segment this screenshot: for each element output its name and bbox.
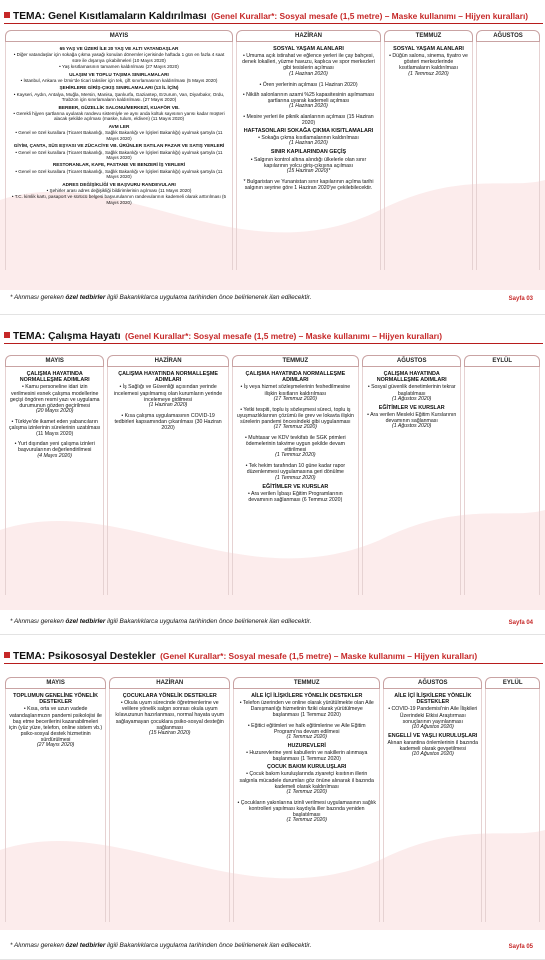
column-body: [109, 689, 230, 922]
item-text: • Genel ve özel kurallara (Ticaret Bakanlığı, Sağlık Bakanlığı ve İçişleri Bakanlığı) uyulmak şartıyla (11 Mayıs 2020): [15, 130, 223, 141]
page-number: Sayfa 04: [508, 620, 533, 626]
timeline-columns: [5, 30, 540, 270]
column-mayis: [5, 30, 233, 270]
category-heading: EĞİTİMLER VE KURSLAR: [378, 404, 445, 411]
category-heading: ÇALIŞMA HAYATINDA NORMALLEŞME ADIMLARI: [245, 371, 346, 384]
item-text: • İş veya hizmet sözleşmelerinin feshedilmesine ilişkin kısıtların kaldırılması: [240, 384, 351, 397]
category-heading: ÇOCUKLARA YÖNELİK DESTEKLER: [122, 693, 217, 699]
item-text: • Muhtasar ve KDV tevkifatı ile SGK primleri ödemelerinin takvime uygun şekilde devam ettirilmesi: [245, 434, 346, 454]
category-heading: ULAŞIM VE TOPLU TAŞIMA SINIRLAMALARI: [69, 71, 169, 77]
date-label: (1 Haziran 2020): [289, 102, 328, 109]
item-text: • Tek hekim tarafından 10 güne kadar rapor düzenlenmesi uygulamasına geri dönülme: [245, 463, 346, 476]
item-text: • Kısa çalışma uygulamasının COVID-19 tedbirleri kapsamından çıkarılması (30 Haziran 2020): [114, 412, 222, 431]
column-haziran: [109, 677, 230, 922]
date-label: (17 Temmuz 2020): [273, 424, 318, 430]
column-body: [383, 689, 482, 922]
category-heading: EĞİTİMLER VE KURSLAR: [262, 483, 329, 490]
category-heading: ÇOCUK BAKIM KURULUŞLARI: [267, 764, 347, 771]
item-text: • Huzurevlerine yeni kabullerin ve nakillerin alınmaya başlanması (1 Temmuz 2020): [246, 750, 368, 763]
item-text: • Salgının kontrol altına alındığı ülkelerle olan sınır kapılarının yolcu giriş-çıkışına açılması: [250, 156, 367, 169]
column-body: [464, 367, 540, 595]
slide-psikososyal-destekler: [0, 640, 545, 960]
date-label: (1 Haziran 2020): [289, 70, 328, 77]
date-label: (27 Mayıs 2020): [36, 742, 75, 749]
bullet-square-icon: [4, 652, 10, 658]
item-text: • Umuma açık istirahat ve eğlence yerleri ile çay bahçesi, denek lokalleri, yüzme havuzu, kaplıca ve spor merkezleri gibi tesislerin açılması: [242, 53, 375, 72]
spacer: [237, 719, 376, 722]
general-rules: (Genel Kurallar*: Sosyal mesafe (1,5 metre) – Maske kullanımı – Hijyen kuralları): [125, 331, 443, 341]
item-text: • Yurt dışından yeni çalışma izinleri başvurularının değerlendirilmesi: [14, 441, 95, 454]
date-label: (17 Temmuz 2020): [273, 395, 318, 402]
column-eylul: [485, 677, 540, 922]
column-header: HAZİRAN: [109, 677, 230, 689]
category-heading: BERBER, GÜZELLİK SALONU/MERKEZİ, KUAFÖR VB.: [58, 104, 180, 110]
category-heading: ÇALIŞMA HAYATINDA NORMALLEŞME ADIMLARI: [376, 371, 447, 384]
category-heading: ENGELLİ VE YAŞLI KURULUŞLARI: [388, 732, 478, 739]
slide-title: [4, 326, 543, 344]
column-body: [5, 367, 104, 595]
item-text: Alınan karantina önlemlerinin il bazında kademeli olarak gevşetilmesi: [387, 739, 479, 753]
date-label: (1 Temmuz 2020): [286, 817, 327, 824]
item-text: • Sokağa çıkma kısıtlamalarının kaldırılması: [258, 135, 359, 142]
date-label: (1 Haziran 2020): [148, 401, 188, 408]
slide-calisma-hayati: [0, 320, 545, 635]
footnote-bold: özel tedbirler: [65, 942, 106, 949]
date-label: (1 Haziran 2020): [289, 140, 328, 147]
footnote: [10, 618, 535, 625]
date-label: (10 Ağustos 2020): [411, 751, 454, 758]
column-temmuz: [233, 677, 380, 922]
footnote-text: ilgili Bakanlıklarca uygulama tarihinden önce belirlenerek ilan edilecektir.: [105, 294, 312, 301]
item-text: • COVID-19 Pandemisi'nin Aile İlişkileri Üzerindeki Etkisi Araştırması sonuçlarının yayınlanması: [388, 706, 478, 725]
column-agustos: [362, 355, 461, 595]
item-text: • Çocukların yakınlarına izinli verilmesi uygulamasının sağlık kontrolleri yapılması kaydıyla iller bazında yeniden başlatılması: [237, 799, 376, 819]
column-body: [5, 689, 106, 922]
date-label: (15 Haziran 2020)*: [286, 167, 331, 174]
date-label: (20 Mayıs 2020): [35, 407, 74, 414]
spacer: [240, 110, 377, 113]
item-text: • Çocuk bakım kuruluşlarında ziyaretçi kısıtının illerin salgınla mücadele durumları göz önüne alınarak il bazında kademeli olarak kaldırılması: [239, 771, 374, 790]
item-text: • Türkiye'de ikamet eden yabancıların çalışma izinlerinin sürelerinin uzatılması (11 Mayıs 2020): [9, 418, 101, 438]
column-agustos: [383, 677, 482, 922]
column-body: [107, 367, 228, 595]
spacer: [236, 403, 355, 406]
category-heading: SINIR KAPILARINDAN GEÇİŞ: [270, 149, 347, 156]
column-header: HAZİRAN: [236, 30, 381, 42]
footnote: [10, 294, 535, 301]
item-text: • T.C. kimlik kartı, pasaport ve sürücü belgesi başvurularının randevularının kademeli olarak arttırılması (5 Mayıs 2020): [11, 194, 227, 205]
category-heading: 65 YAŞ VE ÜZERİ İLE 20 YAŞ VE ALTI VATANDAŞLAR: [59, 46, 179, 51]
item-text: • İstanbul, Ankara ve İzmir'de ticari taksiler için tek, çift sınırlamasının kaldırılması (5 Mayıs 2020): [20, 78, 218, 84]
timeline-columns: [5, 355, 540, 595]
bullet-square-icon: [4, 12, 10, 18]
slide-title: [4, 646, 543, 664]
column-header: MAYIS: [5, 30, 233, 42]
spacer: [240, 175, 377, 178]
item-text: • Genel ve özel kurallara (Ticaret Bakanlığı, Sağlık Bakanlığı ve İçişleri Bakanlığı) uyulmak şartıyla (11 Mayıs 2020): [15, 149, 223, 160]
slide-genel-kisitlamalar: [0, 0, 545, 315]
category-heading: ŞEHİRLERE GİRİŞ-ÇIKIŞ SINIRLAMALARI (13 İL İÇİN): [59, 85, 179, 91]
date-label: (1 Temmuz 2020): [275, 474, 316, 481]
spacer: [111, 409, 224, 412]
column-body: [236, 42, 381, 270]
column-header: TEMMUZ: [233, 677, 380, 689]
theme-title: TEMA: Çalışma Hayatı: [13, 331, 121, 342]
theme-title: TEMA: Genel Kısıtlamaların Kaldırılması: [13, 11, 207, 22]
column-body: [485, 689, 540, 922]
category-heading: AVM LER: [108, 123, 130, 129]
column-body: [384, 42, 473, 270]
item-text: • Diğer vatandaşlar için sokağa çıkma yasağı konulan dönemler içerisinde haftada 1 gün en fazla 4 saat süre ile dışarıya çıkabilmeleri (10 Mayıs 2020): [13, 52, 225, 63]
spacer: [236, 459, 355, 462]
item-text: • Genel ve özel kurallara (Ticaret Bakanlığı, Sağlık Bakanlığı ve İçişleri Bakanlığı) uyulmak şartıyla (11 Mayıs 2020): [15, 168, 223, 180]
footnote: [10, 942, 535, 949]
column-header: TEMMUZ: [384, 30, 473, 42]
category-heading: SOSYAL YAŞAM ALANLARI: [393, 46, 464, 52]
column-temmuz: [232, 355, 359, 595]
item-text: • İş Sağlığı ve Güvenliği açısından yerinde incelemesi yapılmamış olan kurumların yerinde incelemeye gidilmesi: [114, 384, 223, 403]
column-header: MAYIS: [5, 355, 104, 367]
spacer: [9, 415, 100, 418]
spacer: [9, 437, 100, 440]
column-header: AĞUSTOS: [383, 677, 482, 689]
spacer: [236, 431, 355, 434]
item-text: • Kayseri, Aydın, Antalya, Muğla, Mersin, Manisa, Şanlıurfa, Gaziantep, Erzurum, Van, Diyarbakır, Ordu, Trabzon için sınırlamaların kaldırılması. (27 Mayıs 2020): [13, 91, 225, 103]
footnote-text: * Alınması gereken: [10, 294, 66, 301]
date-label: (1 Temmuz 2020): [286, 788, 327, 795]
footnote-text: * Alınması gereken: [10, 618, 66, 625]
date-label: (1 Temmuz 2020): [408, 70, 449, 77]
item-text: • Sosyal güvenlik denetimlerinin tekrar başlatılması: [367, 384, 456, 397]
category-heading: TOPLUMUN GENELİNE YÖNELİK DESTEKLER: [13, 693, 99, 706]
column-haziran: [107, 355, 228, 595]
category-heading: AİLE İÇİ İLİŞKİLERE YÖNELİK DESTEKLER: [251, 693, 363, 699]
theme-title: TEMA: Psikososyal Destekler: [13, 651, 156, 662]
page-number: Sayfa 05: [508, 944, 533, 950]
column-header: AĞUSTOS: [362, 355, 461, 367]
item-text: * Bulgaristan ve Yunanistan sınır kapılarının açılma tarihi salgının seyrine göre 1 Haziran 2020'ye çekilebilecektir.: [243, 178, 374, 191]
column-header: HAZİRAN: [107, 355, 228, 367]
category-heading: SOSYAL YAŞAM ALANLARI: [273, 46, 344, 52]
footnote-text: ilgili Bakanlıklarca uygulama tarihinden önce belirlenerek ilan edilecektir.: [105, 618, 312, 625]
spacer: [240, 88, 377, 91]
column-mayis: [5, 677, 106, 922]
slide-title: [4, 6, 543, 24]
date-label: (1 Ağustos 2020): [392, 395, 432, 402]
column-body: [233, 689, 380, 922]
category-heading: ADRES DEĞİŞİKLİĞİ VE BAŞVURU RANDEVULARI: [62, 181, 176, 187]
column-header: EYLÜL: [464, 355, 540, 367]
bullet-square-icon: [4, 332, 10, 338]
item-text: • Ören yerlerinin açılması (1 Haziran 2020): [259, 81, 358, 88]
item-text: • Şehirler arası adres değişikliği bildirimlerinin açılması (11 Mayıs 2020): [46, 187, 192, 193]
column-body: [5, 42, 233, 270]
item-text: • Yaş kısıtlamasının tamamen kaldırılması (27 Mayıs 2020): [59, 64, 179, 70]
category-heading: AİLE İÇİ İLİŞKİLERE YÖNELİK DESTEKLER: [394, 693, 472, 706]
category-heading: HAFTASONLARI SOKAĞA ÇIKMA KISITLAMALARI: [243, 128, 374, 135]
item-text: • Eğitici eğitimleri ve halk eğitimlerine ve Aile Eğitim Programı'na devam edilmesi: [247, 722, 366, 735]
column-body: [476, 42, 540, 270]
general-rules: (Genel Kurallar*: Sosyal mesafe (1,5 metre) – Maske kullanımı – Hijyen kuralları): [211, 11, 529, 21]
item-text: • Düğün salonu, sinema, tiyatro ve gösteri merkezlerinde kısıtlamaların kaldırılması: [389, 53, 468, 72]
item-text: • Kamu personeline idari izin verilmesini esnek çalışma modellerine geçişi öngören resmi yazı ve uygulama durumunun gözden geçirilmesi: [9, 384, 100, 409]
item-text: • Mesire yerleri ile piknik alanlarının açılması (15 Haziran 2020): [243, 113, 374, 127]
category-heading: HUZUREVLERİ: [287, 742, 326, 749]
date-label: (15 Haziran 2020): [148, 729, 191, 736]
date-label: (1 Ağustos 2020): [392, 423, 432, 430]
footnote-bold: özel tedbirler: [65, 294, 106, 301]
item-text: • Telefon üzerinden ve online olarak yürütülmekte olan Aile Danışmanlığı hizmetinin fiziki olarak yürütülmeye başlanması (1 Temmuz 2020): [239, 700, 374, 719]
date-label: (1 Temmuz 2020): [275, 452, 316, 459]
item-text: • Ara verilen Mesleki Eğitim Kurslarının devamının sağlanması: [367, 411, 457, 424]
column-body: [232, 367, 359, 595]
category-heading: RESTORANLAR, KAFE, PASTANE VE BENZERİ İŞ YERLERİ: [52, 162, 186, 168]
column-mayis: [5, 355, 104, 595]
column-eylul: [464, 355, 540, 595]
category-heading: ÇALIŞMA HAYATINDA NORMALLEŞME ADIMLARI: [118, 371, 218, 384]
spacer: [240, 78, 377, 81]
item-text: • Kısa, orta ve uzun vadede vatandaşlarımızın pandemi psikolojisi ile baş etme becerilerini kazanabilmeleri için (yüz yüze, telefon, online sistem vb.) psiko-sosyal destek hizmetinin sürdürülmesi: [9, 706, 103, 744]
column-haziran: [236, 30, 381, 270]
item-text: • Ara verilen İşbaşı Eğitim Programlarının devamının sağlanması (6 Temmuz 2020): [248, 490, 343, 503]
item-text: • Nikâh salonlarının azami %25 kapasitesinin aşılmaması şartlarına uyarak kademeli açılması: [242, 91, 375, 104]
timeline-columns: [5, 677, 540, 922]
category-heading: GİYİM, ÇANTA, SÜS EŞYASI VE ZÜCACİYE VB. ÜRÜNLER SATILAN PAZAR VE SATIŞ YERLERİ: [13, 143, 225, 149]
page-number: Sayfa 03: [508, 296, 533, 302]
general-rules: (Genel Kurallar*: Sosyal mesafe (1,5 metre) – Maske kullanımı – Hijyen kuralları): [160, 651, 478, 661]
footnote-text: * Alınması gereken: [10, 942, 66, 949]
date-label: (1 Temmuz 2020): [286, 733, 327, 740]
date-label: (10 Ağustos 2020): [411, 723, 454, 730]
item-text: • Gerekli hijyen şartlarına uyularak randevu sistemiyle ve aynı anda koltuk sayısının yarısı kadar müşteri alacak şekilde açılması (maske, tulum, eldiven) (11 Mayıs 2020): [13, 111, 225, 122]
item-text: • Okula uyum sürecinde öğretmenlerine ve velilere yönelik salgın sonrası okula uyum kılavuzunun hazırlanması, normal hayata uyum sağlayamayan çocuklara psiko-sosyal desteğin sağlanması: [115, 700, 225, 731]
column-header: MAYIS: [5, 677, 106, 689]
item-text: • Yetki tespiti, toplu iş sözleşmesi süreci, toplu iş uyuşmazlıklarının çözümü ile grev ve lokavta ilişkin sürelerin pandemi öncesindeki gibi uygulanması: [236, 406, 354, 425]
date-label: (4 Mayıs 2020): [37, 452, 73, 459]
footnote-bold: özel tedbirler: [65, 618, 106, 625]
category-heading: ÇALIŞMA HAYATINDA NORMALLEŞME ADIMLARI: [19, 371, 90, 384]
spacer: [237, 796, 376, 799]
column-agustos: [476, 30, 540, 270]
column-header: AĞUSTOS: [476, 30, 540, 42]
column-body: [362, 367, 461, 595]
column-temmuz: [384, 30, 473, 270]
footnote-text: ilgili Bakanlıklarca uygulama tarihinden önce belirlenerek ilan edilecektir.: [105, 942, 312, 949]
column-header: TEMMUZ: [232, 355, 359, 367]
column-header: EYLÜL: [485, 677, 540, 689]
